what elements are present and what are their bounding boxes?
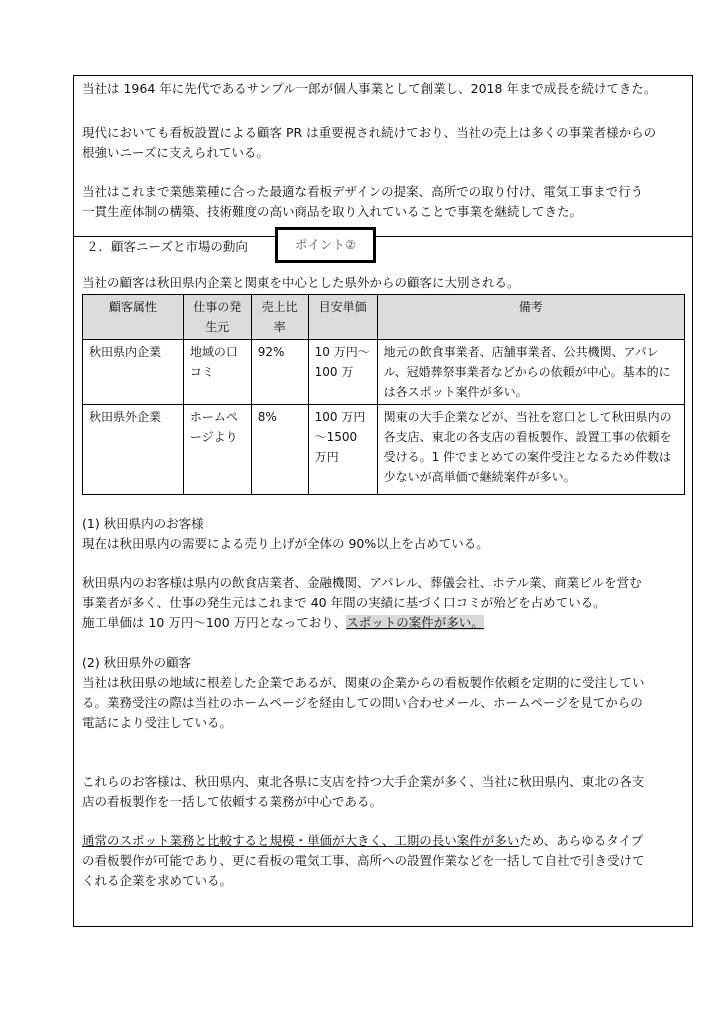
point-label: ポイント② [294,237,357,252]
sub2-paragraph-3-line-2: の看板製作が可能であり、更に看板の電気工事、高所への設置作業などを一括して自社で引き受けて [82,853,645,868]
sub2-paragraph-1-line-2: る。業務受注の際は当社のホームページを経由しての問い合わせメール、ホームページを見てからの [82,695,643,710]
point-callout-box [275,227,376,263]
table-row [83,405,685,495]
table-cell: ホームページより [183,405,251,495]
sub2-paragraph-3-text: ため、あらゆるタイプ [519,833,644,848]
section2-heading: ２．顧客ニーズと市場の動向 [86,239,248,254]
table-cell: 100 万円～1500 万円 [308,405,377,495]
table-header-row [83,295,685,340]
table-cell: 92% [251,340,308,405]
sub2-paragraph-2-line-2: 店の看板製作を一括して依頼する業務が中心である。 [82,794,383,809]
table-header: 売上比率 [251,295,308,340]
sub2-paragraph-3-line-3: くれる企業を求めている。 [82,873,233,888]
table-cell: 関東の大手企業などが、当社を窓口として秋田県内の各支店、東北の各支店の看板製作、設置工事の依頼を受ける。1 件でまとめての案件受注となるため件数は少ないが高単価で継続案件が多い。 [377,405,684,495]
sub1-paragraph-3-text: 施工単価は 10 万円～100 万円となっており、 [82,615,347,630]
section2-lead: 当社の顧客は秋田県内企業と関東を中心とした県外からの顧客に大別される。 [82,275,520,290]
table-header: 顧客属性 [83,295,184,340]
table-cell: 秋田県内企業 [83,340,184,405]
sub1-paragraph-3 [82,612,688,633]
sub2-heading: (2) 秋田県外の顧客 [82,655,192,670]
highlighted-text: スポットの案件が多い。 [346,615,484,630]
table-header: 備考 [377,295,684,340]
intro-paragraph-2-line-2: 根強いニーズに支えられている。 [82,145,269,160]
sub2-paragraph-2-line-1: これらのお客様は、秋田県内、東北各県に支店を持つ大手企業が多く、当社に秋田県内、東北の各支 [82,774,645,789]
table-row [83,340,685,405]
table-header: 仕事の発生元 [183,295,251,340]
table-header: 目安単価 [308,295,377,340]
intro-paragraph-2-line-1: 現代においても看板設置による顧客 PR は重要視され続けており、当社の売上は多くの事業者様からの [82,125,657,140]
table-cell: 秋田県外企業 [83,405,184,495]
sub1-heading: (1) 秋田県内のお客様 [82,516,204,531]
table-cell: 地域の口コミ [183,340,251,405]
underlined-text: 通常のスポット業務と比較すると規模・単価が大きく、工期の長い案件が多い [82,833,520,848]
intro-paragraph-1: 当社は 1964 年に先代であるサンプル一郎が個人事業として創業し、2018 年まで成長を続けてきた。 [82,81,657,96]
table-cell: 10 万円～100 万 [308,340,377,405]
sub2-paragraph-1-line-1: 当社は秋田県の地域に根差した企業であるが、関東の企業からの看板製作依頼を定期的に受注してい [82,675,645,690]
sub2-paragraph-3-line-1 [82,830,688,851]
table-cell: 地元の飲食事業者、店舗事業者、公共機関、アパレル、冠婚葬祭事業者などからの依頼が中心。基本的には各スポット案件が多い。 [377,340,684,405]
sub1-paragraph-1: 現在は秋田県内の需要による売り上げが全体の 90%以上を占めている。 [82,536,489,551]
sub2-paragraph-1-line-3: 電話により受注している。 [82,715,233,730]
sub1-paragraph-2-line-1: 秋田県内のお客様は県内の飲食店業者、金融機関、アパレル、葬儀会社、ホテル業、商業ビルを営む [82,575,642,590]
intro-paragraph-3-line-1: 当社はこれまで業態業種に合った最適な看板デザインの提案、高所での取り付け、電気工事まで行う [82,184,644,199]
sub1-paragraph-2-line-2: 事業者が多く、仕事の発生元はこれまで 40 年間の実績に基づく口コミが殆どを占めている。 [82,595,606,610]
table-cell: 8% [251,405,308,495]
customer-table [82,294,685,495]
intro-paragraph-3-line-2: 一貫生産体制の構築、技術難度の高い商品を取り入れていることで事業を継続してきた。 [82,204,583,219]
